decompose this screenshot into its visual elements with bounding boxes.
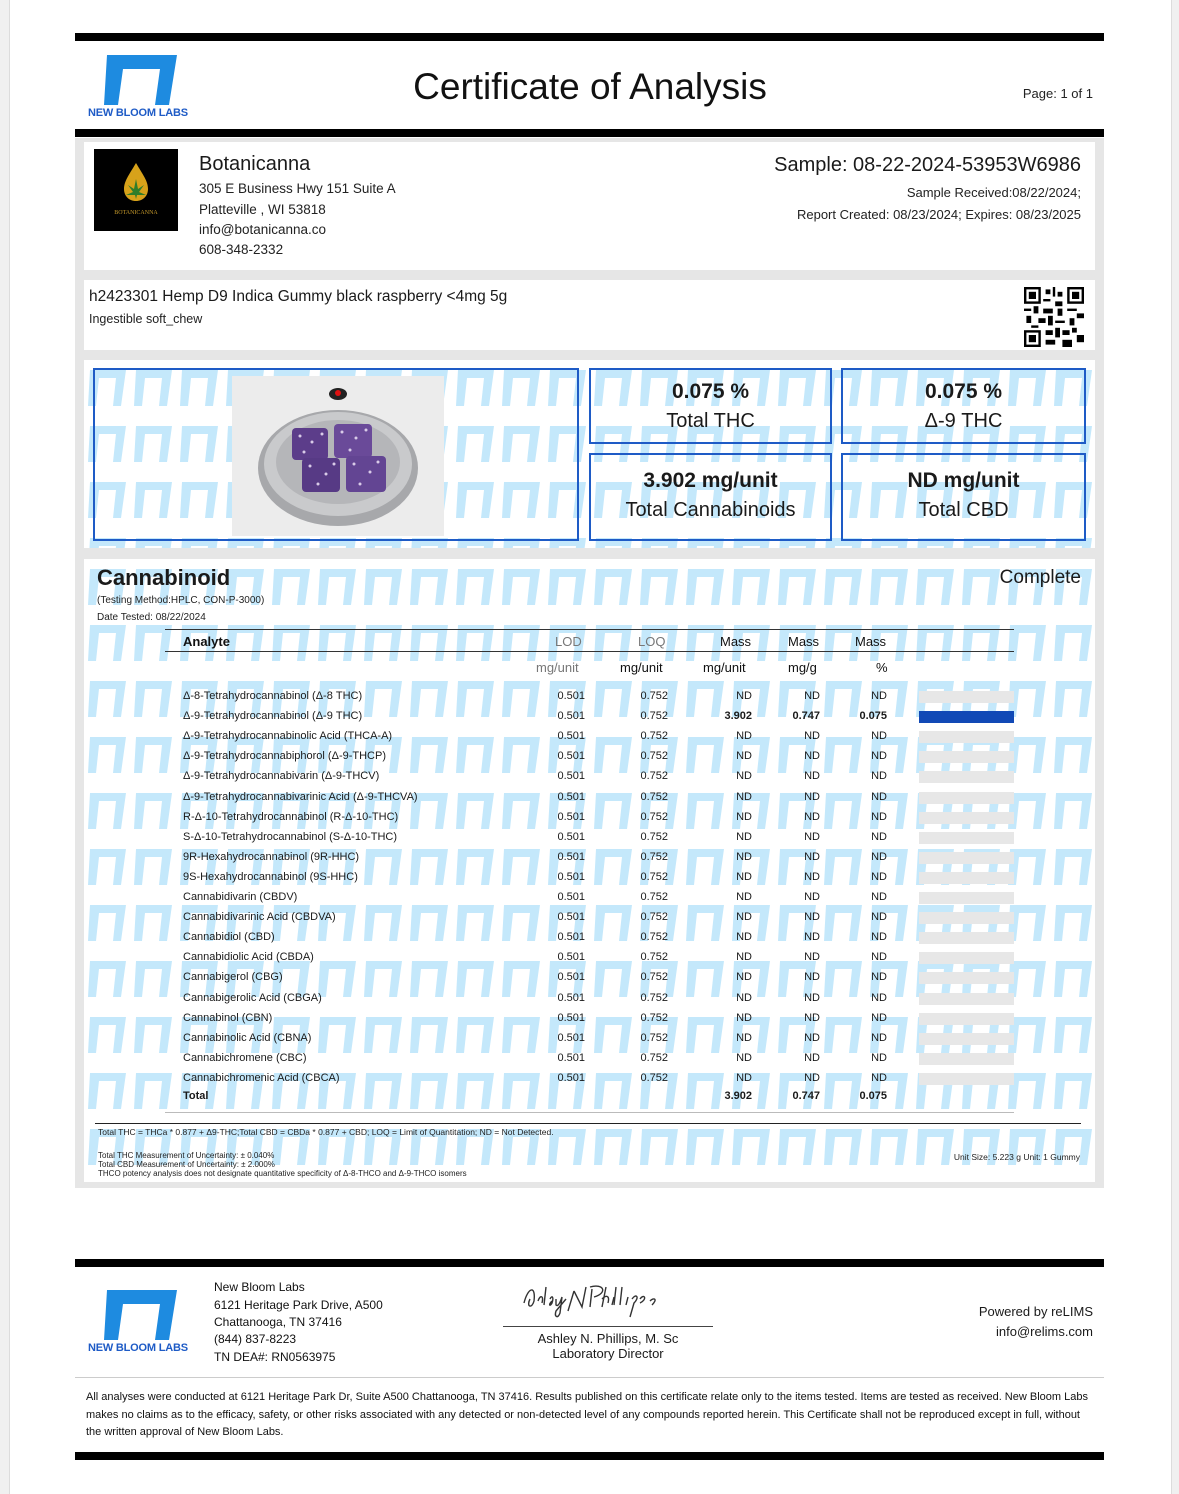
d9-thc-card	[841, 368, 1086, 444]
mass-mg-unit: ND	[736, 1011, 752, 1024]
document-title: Certificate of Analysis	[413, 66, 767, 107]
analyte-name: Cannabichromene (CBC)	[183, 1051, 307, 1064]
qr-code-icon[interactable]	[1024, 287, 1084, 347]
loq-value: 0.752	[640, 810, 668, 823]
table-row	[0, 750, 1179, 770]
analyte-name: Cannabichromenic Acid (CBCA)	[183, 1071, 340, 1084]
lod-value: 0.501	[557, 1031, 585, 1044]
mass-mg-g: ND	[804, 911, 820, 924]
loq-value: 0.752	[640, 1031, 668, 1044]
loq-value: 0.752	[640, 891, 668, 903]
lod-value: 0.501	[557, 1051, 585, 1064]
mass-percent: ND	[871, 1071, 887, 1084]
mass-mg-unit: ND	[736, 770, 752, 783]
powered-by-email[interactable]: info@relims.com	[996, 1324, 1093, 1339]
mass-mg-unit: ND	[736, 830, 752, 843]
table-row	[0, 911, 1179, 931]
mass-mg-g: ND	[804, 770, 820, 783]
mass-mg-unit: ND	[736, 951, 752, 964]
mass-mg-unit: ND	[736, 911, 752, 924]
result-bar	[919, 812, 1014, 824]
section-title: Cannabinoid	[97, 565, 231, 590]
mass-mg-unit: ND	[736, 991, 752, 1004]
mass-percent: ND	[871, 971, 887, 984]
mass-percent: ND	[871, 810, 887, 823]
notes-rule	[95, 1123, 1081, 1124]
unit-mass-3: %	[876, 660, 888, 675]
director-signature	[520, 1277, 700, 1321]
result-bar	[919, 832, 1014, 844]
mass-mg-g: ND	[804, 1031, 820, 1044]
mass-mg-g: ND	[804, 1011, 820, 1024]
lod-value: 0.501	[557, 770, 585, 783]
lod-value: 0.501	[557, 750, 585, 763]
product-photo	[232, 376, 444, 536]
mass-mg-g: ND	[804, 810, 820, 823]
mass-percent: ND	[871, 850, 887, 863]
product-name: h2423301 Hemp D9 Indica Gummy black raspberry <4mg 5g	[89, 288, 508, 305]
mass-mg-unit: ND	[736, 1031, 752, 1044]
header-mass-3: Mass	[855, 634, 887, 649]
header-mass-2: Mass	[788, 634, 820, 649]
table-row	[0, 710, 1179, 730]
mass-mg-g: ND	[804, 830, 820, 843]
result-bar	[919, 912, 1014, 924]
lod-value: 0.501	[557, 911, 585, 924]
lab-logo-icon	[99, 55, 179, 105]
loq-value: 0.752	[640, 931, 668, 944]
result-bar	[919, 731, 1014, 743]
result-bar	[919, 691, 1014, 703]
result-bar	[919, 711, 1014, 723]
mass-mg-g: ND	[804, 870, 820, 883]
mass-percent: ND	[871, 830, 887, 843]
loq-value: 0.752	[640, 770, 668, 783]
table-row	[0, 730, 1179, 750]
analyte-name: Cannabigerolic Acid (CBGA)	[183, 991, 322, 1004]
cannabis-drop-icon	[94, 149, 178, 231]
analyte-name: Δ-9-Tetrahydrocannabivarinic Acid (Δ-9-THCVA)	[183, 790, 418, 803]
table-row	[0, 891, 1179, 911]
mass-mg-unit: ND	[736, 1051, 752, 1064]
loq-value: 0.752	[640, 750, 668, 763]
loq-value: 0.752	[640, 730, 668, 743]
loq-value: 0.752	[640, 850, 668, 863]
mass-percent: ND	[871, 891, 887, 903]
lab-address-1: 6121 Heritage Park Drive, A500	[214, 1298, 383, 1312]
header-mass-1: Mass	[720, 634, 752, 649]
mass-mg-g: ND	[804, 1051, 820, 1064]
lod-value: 0.501	[557, 1011, 585, 1024]
analyte-name: Cannabinol (CBN)	[183, 1011, 273, 1024]
mass-mg-unit: ND	[736, 870, 752, 883]
mass-mg-g: ND	[804, 690, 820, 702]
mass-mg-unit: ND	[736, 1071, 752, 1084]
product-photo-card	[93, 368, 579, 541]
result-bar	[919, 1073, 1014, 1085]
total-mg-unit: 3.902	[724, 1090, 752, 1102]
client-address-2: Platteville , WI 53818	[199, 202, 326, 217]
analyte-name: Δ-9-Tetrahydrocannabinol (Δ-9 THC)	[183, 710, 363, 723]
table-row	[0, 1032, 1179, 1052]
result-bar	[919, 932, 1014, 944]
loq-value: 0.752	[640, 1071, 668, 1084]
mass-mg-unit: ND	[736, 790, 752, 803]
sample-received: Sample Received:08/22/2024;	[906, 185, 1081, 200]
disclaimer: All analyses were conducted at 6121 Heritage Park Dr, Suite A500 Chattanooga, TN 37416. Results published on this certificate relate only to the items tested. Items are tested as received. New Bloom Labs makes no claims as to the efficacy, safety, or other risks associated with any detected or non-detected level of any compounds reported herein. This Certificate shall not be reproduced except in full, without the written approval of New Bloom Labs.	[86, 1391, 1088, 1438]
unit-size: Unit Size: 5.223 g Unit: 1 Gummy	[953, 1152, 1080, 1162]
total-cbd-label: Total CBD	[918, 499, 1009, 521]
mass-mg-unit: ND	[736, 891, 752, 903]
analyte-name: S-Δ-10-Tetrahydrocannabinol (S-Δ-10-THC)	[183, 830, 397, 843]
mass-percent: ND	[871, 690, 887, 702]
date-tested: Date Tested: 08/22/2024	[97, 612, 206, 623]
table-row	[0, 871, 1179, 891]
d9-thc-label: Δ-9 THC	[924, 410, 1003, 432]
mass-mg-unit: ND	[736, 690, 752, 702]
testing-method: (Testing Method:HPLC, CON-P-3000)	[97, 595, 265, 606]
analyte-name: Cannabidivarin (CBDV)	[183, 891, 298, 903]
total-row	[0, 1090, 1179, 1110]
mass-mg-g: ND	[804, 750, 820, 763]
lod-value: 0.501	[557, 1071, 585, 1084]
director-name: Ashley N. Phillips, M. Sc	[503, 1326, 713, 1346]
footer-lab-logo-icon	[99, 1290, 179, 1340]
mass-mg-g: ND	[804, 790, 820, 803]
lod-value: 0.501	[557, 971, 585, 984]
result-bar	[919, 1013, 1014, 1025]
analyte-name: Cannabidiol (CBD)	[183, 931, 275, 944]
result-bar	[919, 972, 1014, 984]
mass-mg-unit: ND	[736, 750, 752, 763]
loq-value: 0.752	[640, 1051, 668, 1064]
mass-percent: ND	[871, 931, 887, 944]
mass-mg-unit: ND	[736, 931, 752, 944]
client-phone: 608-348-2332	[199, 242, 284, 257]
analyte-name: Cannabigerol (CBG)	[183, 971, 283, 984]
mass-percent: ND	[871, 1051, 887, 1064]
table-header-rule	[165, 651, 1014, 652]
loq-value: 0.752	[640, 911, 668, 924]
lab-phone: (844) 837-8223	[214, 1332, 297, 1346]
unit-mass-2: mg/g	[788, 660, 817, 675]
uncertainty-thc: Total THC Measurement of Uncertainty: ± 0.040%	[98, 1151, 275, 1160]
product-type: Ingestible soft_chew	[89, 312, 203, 326]
mass-percent: ND	[871, 991, 887, 1004]
header-loq: LOQ	[638, 634, 666, 649]
total-cannabinoids-value: 3.902 mg/unit	[643, 469, 778, 492]
mass-mg-unit: ND	[736, 971, 752, 984]
total-cannabinoids-card	[589, 453, 832, 541]
result-bar	[919, 852, 1014, 864]
footer-bottom-rule	[75, 1452, 1104, 1460]
loq-value: 0.752	[640, 790, 668, 803]
lod-value: 0.501	[557, 850, 585, 863]
loq-value: 0.752	[640, 870, 668, 883]
mass-mg-unit: ND	[736, 810, 752, 823]
analyte-name: Δ-8-Tetrahydrocannabinol (Δ-8 THC)	[183, 690, 363, 702]
uncertainty-cbd: Total CBD Measurement of Uncertainty: ± 2.000%	[98, 1160, 275, 1169]
mass-mg-unit: ND	[736, 850, 752, 863]
lod-value: 0.501	[557, 790, 585, 803]
lod-value: 0.501	[557, 870, 585, 883]
result-bar	[919, 892, 1014, 904]
d9-thc-value: 0.075 %	[924, 380, 1003, 403]
table-row	[0, 831, 1179, 851]
mass-percent: ND	[871, 911, 887, 924]
table-row	[0, 770, 1179, 790]
page-number: Page: 1 of 1	[1022, 86, 1093, 101]
mass-mg-g: ND	[804, 951, 820, 964]
analyte-name: 9S-Hexahydrocannabinol (9S-HHC)	[183, 870, 358, 883]
mass-percent: ND	[871, 1011, 887, 1024]
mass-mg-g: ND	[804, 891, 820, 903]
lod-value: 0.501	[557, 891, 585, 903]
mass-mg-g: ND	[804, 850, 820, 863]
loq-value: 0.752	[640, 971, 668, 984]
totals-note: Total THC = THCa * 0.877 + Δ9-THC;Total CBD = CBDa * 0.877 + CBD; LOQ = Limit of Quantitation; ND = Not Detected.	[98, 1127, 554, 1137]
mass-percent: ND	[871, 870, 887, 883]
total-thc-label: Total THC	[666, 410, 755, 432]
mass-mg-g: 0.747	[792, 710, 820, 723]
table-row	[0, 811, 1179, 831]
total-thc-card	[589, 368, 832, 444]
result-bar	[919, 792, 1014, 804]
lod-value: 0.501	[557, 991, 585, 1004]
header-analyte: Analyte	[183, 634, 230, 649]
table-row	[0, 931, 1179, 951]
loq-value: 0.752	[640, 1011, 668, 1024]
report-dates: Report Created: 08/23/2024; Expires: 08/23/2025	[796, 207, 1081, 222]
unit-lod: mg/unit	[536, 660, 579, 675]
analyte-name: R-Δ-10-Tetrahydrocannabinol (R-Δ-10-THC)	[183, 810, 399, 823]
total-cannabinoids-label: Total Cannabinoids	[625, 499, 796, 521]
table-row	[0, 690, 1179, 710]
header-bottom-rule	[75, 129, 1104, 137]
unit-loq: mg/unit	[620, 660, 663, 675]
loq-value: 0.752	[640, 690, 668, 702]
analyte-name: Cannabidiolic Acid (CBDA)	[183, 951, 314, 964]
mass-percent: ND	[871, 730, 887, 743]
svg-text:BOTANICANNA: BOTANICANNA	[114, 210, 158, 216]
analyte-name: Cannabinolic Acid (CBNA)	[183, 1031, 312, 1044]
result-bar	[919, 751, 1014, 763]
director-title: Laboratory Director	[552, 1346, 664, 1361]
mass-percent: ND	[871, 750, 887, 763]
total-cbd-card	[841, 453, 1086, 541]
mass-mg-unit: ND	[736, 730, 752, 743]
table-row	[0, 1052, 1179, 1072]
powered-by: Powered by reLIMS	[978, 1304, 1093, 1319]
analyte-name: 9R-Hexahydrocannabinol (9R-HHC)	[183, 850, 360, 863]
total-label: Total	[183, 1090, 209, 1102]
mass-percent: 0.075	[859, 710, 887, 723]
analyte-name: Δ-9-Tetrahydrocannabiphorol (Δ-9-THCP)	[183, 750, 386, 763]
table-row	[0, 992, 1179, 1012]
result-bar	[919, 771, 1014, 783]
result-bar	[919, 952, 1014, 964]
table-top-rule	[165, 629, 1014, 630]
loq-value: 0.752	[640, 710, 668, 723]
lab-address-2: Chattanooga, TN 37416	[214, 1315, 342, 1329]
lab-name: New Bloom Labs	[214, 1280, 305, 1294]
footer-top-rule	[75, 1259, 1104, 1267]
unit-mass-1: mg/unit	[703, 660, 746, 675]
analyte-name: Cannabidivarinic Acid (CBDVA)	[183, 911, 336, 924]
loq-value: 0.752	[640, 991, 668, 1004]
result-bar	[919, 872, 1014, 884]
mass-mg-unit: 3.902	[724, 710, 752, 723]
loq-value: 0.752	[640, 830, 668, 843]
analyte-name: Δ-9-Tetrahydrocannabivarin (Δ-9-THCV)	[183, 770, 380, 783]
header-top-rule	[75, 33, 1104, 41]
mass-mg-g: ND	[804, 1071, 820, 1084]
result-bar	[919, 1033, 1014, 1045]
total-percent: 0.075	[859, 1090, 887, 1102]
header-lod: LOD	[555, 634, 582, 649]
total-mg-g: 0.747	[792, 1090, 820, 1102]
lod-value: 0.501	[557, 810, 585, 823]
lab-dea: TN DEA#: RN0563975	[214, 1350, 336, 1364]
analyte-name: Δ-9-Tetrahydrocannabinolic Acid (THCA-A)	[183, 730, 393, 743]
total-thc-value: 0.075 %	[671, 380, 750, 403]
client-email: info@botanicanna.co	[199, 222, 327, 237]
lod-value: 0.501	[557, 830, 585, 843]
mass-mg-g: ND	[804, 991, 820, 1004]
client-name: Botanicanna	[199, 153, 311, 175]
table-row	[0, 851, 1179, 871]
mass-percent: ND	[871, 1031, 887, 1044]
table-row	[0, 791, 1179, 811]
lod-value: 0.501	[557, 710, 585, 723]
thco-note: THCO potency analysis does not designate quantitative specificity of Δ-8-THCO and Δ-9-THCO isomers	[98, 1169, 467, 1178]
table-row	[0, 971, 1179, 991]
footer-lab-logo-text: NEW BLOOM LABS	[88, 1342, 188, 1354]
table-row	[0, 951, 1179, 971]
result-bar	[919, 993, 1014, 1005]
table-bottom-rule	[165, 1112, 1014, 1113]
mass-percent: ND	[871, 770, 887, 783]
lod-value: 0.501	[557, 690, 585, 702]
mass-percent: ND	[871, 790, 887, 803]
client-logo	[94, 149, 178, 231]
section-status: Complete	[999, 567, 1081, 588]
disclaimer-rule	[75, 1377, 1104, 1378]
mass-percent: ND	[871, 951, 887, 964]
table-row	[0, 1012, 1179, 1032]
lod-value: 0.501	[557, 951, 585, 964]
total-cbd-value: ND mg/unit	[907, 469, 1020, 492]
mass-mg-g: ND	[804, 931, 820, 944]
sample-id: Sample: 08-22-2024-53953W6986	[774, 154, 1081, 176]
lab-logo-text: NEW BLOOM LABS	[88, 107, 188, 119]
result-bar	[919, 1053, 1014, 1065]
mass-mg-g: ND	[804, 730, 820, 743]
table-row	[0, 1072, 1179, 1092]
loq-value: 0.752	[640, 951, 668, 964]
mass-mg-g: ND	[804, 971, 820, 984]
lod-value: 0.501	[557, 730, 585, 743]
lod-value: 0.501	[557, 931, 585, 944]
client-address-1: 305 E Business Hwy 151 Suite A	[199, 181, 396, 196]
